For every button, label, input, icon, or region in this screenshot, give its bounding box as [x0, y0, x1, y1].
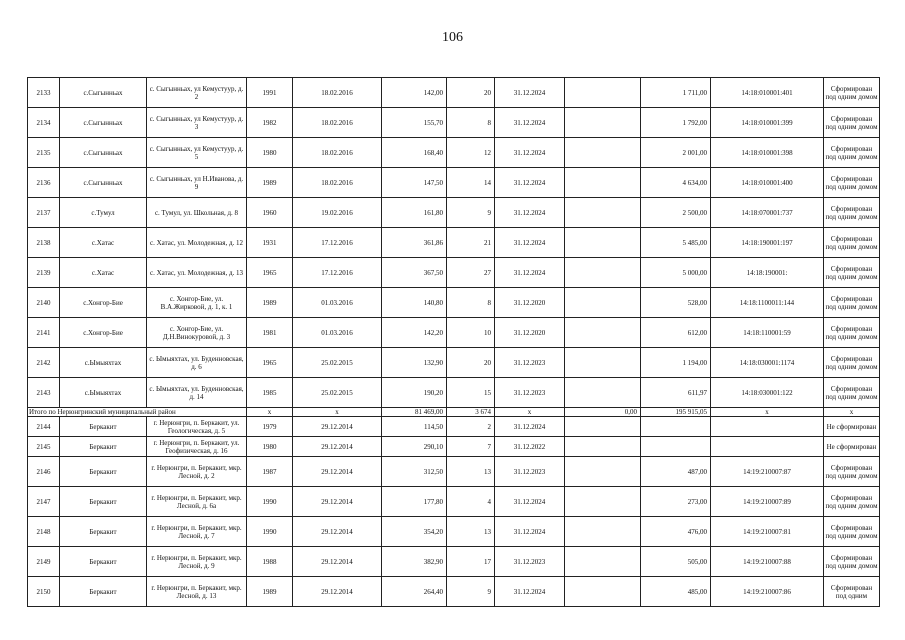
subtotal-sum: 195 915,05: [641, 408, 711, 417]
cell-row-number: 2138: [28, 228, 60, 258]
table-row: [28, 457, 880, 487]
cell-residents: 15: [447, 378, 495, 408]
cell-amount-column: [565, 78, 641, 108]
cell-living-area: 190,20: [382, 378, 447, 408]
cell-land-status: Сформирован под одним домом: [824, 138, 880, 168]
cell-resettlement-deadline: 31.12.2023: [495, 348, 565, 378]
cell-recognition-date: 29.12.2014: [293, 457, 382, 487]
cell-living-area: 155,70: [382, 108, 447, 138]
cell-year-built: 1931: [247, 228, 293, 258]
cell-residents: 12: [447, 138, 495, 168]
cell-residents: 17: [447, 547, 495, 577]
cell-resettlement-deadline: 31.12.2024: [495, 78, 565, 108]
cell-year-built: 1987: [247, 457, 293, 487]
cell-address: с. Ымыяхтах, ул. Буденновская, д. 6: [147, 348, 247, 378]
cell-land-status: Сформирован под одним домом: [824, 168, 880, 198]
cell-cadastral-value: 1 711,00: [641, 78, 711, 108]
cell-cadastral-number: 14:18:190001:197: [711, 228, 824, 258]
cell-row-number: 2136: [28, 168, 60, 198]
subtotal-label: Итого по Нерюнгринский муниципальный район: [28, 408, 247, 417]
cell-resettlement-deadline: 31.12.2024: [495, 108, 565, 138]
cell-year-built: 1990: [247, 517, 293, 547]
cell-land-status: Сформирован под одним: [824, 577, 880, 607]
cell-living-area: 142,00: [382, 78, 447, 108]
cell-recognition-date: 29.12.2014: [293, 547, 382, 577]
cell-row-number: 2150: [28, 577, 60, 607]
table-row: [28, 487, 880, 517]
cell-address: с. Хонгор-Бие, ул. Д.Н.Винокуровой, д. 3: [147, 318, 247, 348]
cell-amount-column: [565, 288, 641, 318]
subtotal-row: [28, 408, 880, 417]
cell-settlement: с.Хонгор-Бие: [60, 288, 147, 318]
table-row: [28, 318, 880, 348]
cell-residents: 8: [447, 288, 495, 318]
cell-resettlement-deadline: 31.12.2020: [495, 318, 565, 348]
cell-resettlement-deadline: 31.12.2024: [495, 138, 565, 168]
cell-address: г. Нерюнгри, п. Беркакит, мкр. Лесной, д. 7: [147, 517, 247, 547]
cell-land-status: Сформирован под одним домом: [824, 228, 880, 258]
cell-land-status: Сформирован под одним домом: [824, 288, 880, 318]
cell-land-status: Сформирован под одним домом: [824, 457, 880, 487]
cell-cadastral-number: 14:18:190001:: [711, 258, 824, 288]
cell-residents: 13: [447, 457, 495, 487]
cell-year-built: 1980: [247, 138, 293, 168]
cell-cadastral-value: 1 792,00: [641, 108, 711, 138]
cell-year-built: 1960: [247, 198, 293, 228]
cell-amount-column: [565, 577, 641, 607]
cell-land-status: Сформирован под одним домом: [824, 258, 880, 288]
cell-recognition-date: 17.12.2016: [293, 258, 382, 288]
table-row: [28, 228, 880, 258]
cell-living-area: 177,80: [382, 487, 447, 517]
cell-address: с. Сыгынньах, ул Кемустуур, д. 3: [147, 108, 247, 138]
table-row: [28, 577, 880, 607]
cell-recognition-date: 19.02.2016: [293, 198, 382, 228]
cell-cadastral-number: 14:18:010001:400: [711, 168, 824, 198]
cell-row-number: 2137: [28, 198, 60, 228]
cell-residents: 20: [447, 348, 495, 378]
table-row: [28, 138, 880, 168]
cell-resettlement-deadline: 31.12.2024: [495, 417, 565, 437]
cell-living-area: 312,50: [382, 457, 447, 487]
table-row: [28, 78, 880, 108]
cell-settlement: с.Сыгынньах: [60, 108, 147, 138]
cell-recognition-date: 25.02.2015: [293, 348, 382, 378]
cell-cadastral-value: 487,00: [641, 457, 711, 487]
cell-living-area: 361,86: [382, 228, 447, 258]
cell-row-number: 2134: [28, 108, 60, 138]
table-row: [28, 168, 880, 198]
cell-year-built: 1990: [247, 487, 293, 517]
cell-year-built: 1988: [247, 547, 293, 577]
cell-amount-column: [565, 417, 641, 437]
cell-resettlement-deadline: 31.12.2024: [495, 198, 565, 228]
table-row: [28, 378, 880, 408]
cell-address: с. Хонгор-Бие, ул. В.А.Жирковой, д. 1, к. 1: [147, 288, 247, 318]
cell-residents: 9: [447, 577, 495, 607]
cell-settlement: с.Тумул: [60, 198, 147, 228]
cell-residents: 8: [447, 108, 495, 138]
cell-recognition-date: 01.03.2016: [293, 288, 382, 318]
cell-resettlement-deadline: 31.12.2023: [495, 378, 565, 408]
cell-cadastral-value: 612,00: [641, 318, 711, 348]
cell-living-area: 114,50: [382, 417, 447, 437]
cell-row-number: 2148: [28, 517, 60, 547]
cell-row-number: 2135: [28, 138, 60, 168]
cell-amount-column: [565, 168, 641, 198]
cell-settlement: с.Хатас: [60, 228, 147, 258]
cell-cadastral-value: 5 000,00: [641, 258, 711, 288]
cell-address: с. Хатас, ул. Молодежная, д. 13: [147, 258, 247, 288]
cell-resettlement-deadline: 31.12.2020: [495, 288, 565, 318]
cell-resettlement-deadline: 31.12.2024: [495, 168, 565, 198]
cell-address: г. Нерюнгри, п. Беркакит, мкр. Лесной, д. 13: [147, 577, 247, 607]
cell-row-number: 2139: [28, 258, 60, 288]
cell-settlement: с.Ымыяхтах: [60, 348, 147, 378]
cell-land-status: Сформирован под одним домом: [824, 487, 880, 517]
cell-living-area: 132,90: [382, 348, 447, 378]
cell-cadastral-value: 476,00: [641, 517, 711, 547]
cell-row-number: 2140: [28, 288, 60, 318]
cell-land-status: Сформирован под одним домом: [824, 517, 880, 547]
cell-residents: 21: [447, 228, 495, 258]
cell-amount-column: [565, 437, 641, 457]
cell-residents: 10: [447, 318, 495, 348]
table-row: [28, 108, 880, 138]
cell-address: г. Нерюнгри, п. Беркакит, мкр. Лесной, д. 2: [147, 457, 247, 487]
cell-cadastral-value: 1 194,00: [641, 348, 711, 378]
page-number: 106: [442, 30, 463, 45]
cell-recognition-date: 18.02.2016: [293, 138, 382, 168]
cell-settlement: Беркакит: [60, 437, 147, 457]
cell-address: с. Сыгынньах, ул Н.Иванова, д. 9: [147, 168, 247, 198]
cell-cadastral-number: 14:18:010001:401: [711, 78, 824, 108]
cell-address: г. Нерюнгри, п. Беркакит, мкр. Лесной, д. 9: [147, 547, 247, 577]
subtotal-deadline: x: [495, 408, 565, 417]
subtotal-date: x: [293, 408, 382, 417]
cell-settlement: Беркакит: [60, 517, 147, 547]
cell-year-built: 1989: [247, 288, 293, 318]
cell-recognition-date: 29.12.2014: [293, 577, 382, 607]
cell-residents: 14: [447, 168, 495, 198]
cell-cadastral-value: 5 485,00: [641, 228, 711, 258]
cell-amount-column: [565, 487, 641, 517]
cell-land-status: Сформирован под одним домом: [824, 108, 880, 138]
cell-cadastral-number: 14:19:210007:87: [711, 457, 824, 487]
table-row: [28, 517, 880, 547]
cell-address: г. Нерюнгри, п. Беркакит, ул. Геофизическая, д. 16: [147, 437, 247, 457]
cell-cadastral-value: 505,00: [641, 547, 711, 577]
cell-address: с. Сыгынньах, ул Кемустуур, д. 5: [147, 138, 247, 168]
cell-cadastral-number: 14:18:070001:737: [711, 198, 824, 228]
cell-resettlement-deadline: 31.12.2024: [495, 228, 565, 258]
cell-recognition-date: 18.02.2016: [293, 78, 382, 108]
cell-recognition-date: 29.12.2014: [293, 437, 382, 457]
cell-living-area: 161,80: [382, 198, 447, 228]
cell-year-built: 1965: [247, 348, 293, 378]
cell-amount-column: [565, 547, 641, 577]
table-row: [28, 348, 880, 378]
cell-amount-column: [565, 138, 641, 168]
cell-year-built: 1991: [247, 78, 293, 108]
cell-amount-column: [565, 258, 641, 288]
cell-residents: 4: [447, 487, 495, 517]
cell-residents: 7: [447, 437, 495, 457]
cell-land-status: Не сформирован: [824, 417, 880, 437]
cell-residents: 2: [447, 417, 495, 437]
cell-amount-column: [565, 517, 641, 547]
cell-amount-column: [565, 198, 641, 228]
cell-cadastral-value: 485,00: [641, 577, 711, 607]
cell-land-status: Сформирован под одним домом: [824, 378, 880, 408]
cell-address: с. Ымыяхтах, ул. Буденновская, д. 14: [147, 378, 247, 408]
cell-recognition-date: 29.12.2014: [293, 517, 382, 547]
cell-settlement: Беркакит: [60, 417, 147, 437]
cell-cadastral-number: 14:19:210007:81: [711, 517, 824, 547]
table-row: [28, 198, 880, 228]
cell-year-built: 1982: [247, 108, 293, 138]
cell-resettlement-deadline: 31.12.2023: [495, 457, 565, 487]
cell-resettlement-deadline: 31.12.2022: [495, 437, 565, 457]
cell-living-area: 382,90: [382, 547, 447, 577]
cell-row-number: 2146: [28, 457, 60, 487]
subtotal-area: 81 469,00: [382, 408, 447, 417]
cell-living-area: 168,40: [382, 138, 447, 168]
table-row: [28, 288, 880, 318]
cell-cadastral-value: 2 500,00: [641, 198, 711, 228]
cell-row-number: 2133: [28, 78, 60, 108]
cell-living-area: 290,10: [382, 437, 447, 457]
table-row: [28, 547, 880, 577]
cell-recognition-date: 29.12.2014: [293, 417, 382, 437]
cell-cadastral-number: 14:18:1100011:144: [711, 288, 824, 318]
cell-resettlement-deadline: 31.12.2024: [495, 577, 565, 607]
cell-land-status: Сформирован под одним домом: [824, 78, 880, 108]
cell-recognition-date: 17.12.2016: [293, 228, 382, 258]
cell-cadastral-value: 4 634,00: [641, 168, 711, 198]
cell-address: г. Нерюнгри, п. Беркакит, ул. Геологическая, д. 5: [147, 417, 247, 437]
cell-residents: 20: [447, 78, 495, 108]
cell-amount-column: [565, 318, 641, 348]
cell-address: с. Сыгынньах, ул Кемустуур, д. 2: [147, 78, 247, 108]
cell-settlement: с.Сыгынньах: [60, 168, 147, 198]
cell-residents: 27: [447, 258, 495, 288]
cell-cadastral-value: 2 001,00: [641, 138, 711, 168]
cell-cadastral-value: [641, 417, 711, 437]
cell-resettlement-deadline: 31.12.2024: [495, 487, 565, 517]
cell-cadastral-number: 14:18:010001:398: [711, 138, 824, 168]
cell-living-area: 354,20: [382, 517, 447, 547]
cell-row-number: 2144: [28, 417, 60, 437]
cell-land-status: Сформирован под одним домом: [824, 318, 880, 348]
subtotal-c9: 0,00: [565, 408, 641, 417]
subtotal-year: x: [247, 408, 293, 417]
cell-year-built: 1985: [247, 378, 293, 408]
cell-cadastral-number: 14:19:210007:88: [711, 547, 824, 577]
cell-cadastral-number: [711, 437, 824, 457]
cell-cadastral-value: 528,00: [641, 288, 711, 318]
cell-settlement: Беркакит: [60, 577, 147, 607]
cell-residents: 9: [447, 198, 495, 228]
cell-row-number: 2147: [28, 487, 60, 517]
cell-settlement: Беркакит: [60, 547, 147, 577]
cell-living-area: 367,50: [382, 258, 447, 288]
cell-cadastral-number: [711, 417, 824, 437]
cell-living-area: 142,20: [382, 318, 447, 348]
cell-cadastral-number: 14:18:030001:1174: [711, 348, 824, 378]
cell-address: г. Нерюнгри, п. Беркакит, мкр. Лесной, д. 6а: [147, 487, 247, 517]
cell-resettlement-deadline: 31.12.2024: [495, 258, 565, 288]
cell-cadastral-number: 14:18:010001:399: [711, 108, 824, 138]
cell-living-area: 264,40: [382, 577, 447, 607]
cell-recognition-date: 29.12.2014: [293, 487, 382, 517]
cell-land-status: Сформирован под одним домом: [824, 547, 880, 577]
cell-cadastral-number: 14:18:030001:122: [711, 378, 824, 408]
cell-settlement: с.Ымыяхтах: [60, 378, 147, 408]
subtotal-cad: x: [711, 408, 824, 417]
cell-settlement: с.Хонгор-Бие: [60, 318, 147, 348]
cell-address: с. Тумул, ул. Школьная, д. 8: [147, 198, 247, 228]
cell-land-status: Не сформирован: [824, 437, 880, 457]
cell-settlement: Беркакит: [60, 487, 147, 517]
cell-resettlement-deadline: 31.12.2023: [495, 547, 565, 577]
cell-settlement: с.Сыгынньах: [60, 78, 147, 108]
cell-cadastral-value: 273,00: [641, 487, 711, 517]
cell-settlement: с.Сыгынньах: [60, 138, 147, 168]
cell-recognition-date: 18.02.2016: [293, 168, 382, 198]
cell-year-built: 1965: [247, 258, 293, 288]
cell-row-number: 2149: [28, 547, 60, 577]
cell-address: с. Хатас, ул. Молодежная, д. 12: [147, 228, 247, 258]
table-row: [28, 437, 880, 457]
cell-amount-column: [565, 228, 641, 258]
cell-year-built: 1981: [247, 318, 293, 348]
cell-settlement: Беркакит: [60, 457, 147, 487]
cell-settlement: с.Хатас: [60, 258, 147, 288]
subtotal-people: 3 674: [447, 408, 495, 417]
cell-amount-column: [565, 348, 641, 378]
cell-year-built: 1980: [247, 437, 293, 457]
cell-cadastral-value: [641, 437, 711, 457]
subtotal-status: x: [824, 408, 880, 417]
cell-cadastral-number: 14:19:210007:86: [711, 577, 824, 607]
cell-year-built: 1989: [247, 168, 293, 198]
cell-resettlement-deadline: 31.12.2024: [495, 517, 565, 547]
cell-land-status: Сформирован под одним домом: [824, 348, 880, 378]
cell-land-status: Сформирован под одним домом: [824, 198, 880, 228]
cell-cadastral-number: 14:19:210007:89: [711, 487, 824, 517]
cell-amount-column: [565, 108, 641, 138]
housing-register-table: [27, 77, 880, 607]
table-row: [28, 258, 880, 288]
cell-cadastral-value: 611,97: [641, 378, 711, 408]
cell-recognition-date: 18.02.2016: [293, 108, 382, 138]
cell-year-built: 1979: [247, 417, 293, 437]
cell-recognition-date: 01.03.2016: [293, 318, 382, 348]
cell-residents: 13: [447, 517, 495, 547]
cell-cadastral-number: 14:18:110001:59: [711, 318, 824, 348]
table-row: [28, 417, 880, 437]
cell-year-built: 1989: [247, 577, 293, 607]
cell-amount-column: [565, 378, 641, 408]
cell-row-number: 2142: [28, 348, 60, 378]
cell-row-number: 2141: [28, 318, 60, 348]
cell-row-number: 2145: [28, 437, 60, 457]
cell-living-area: 140,80: [382, 288, 447, 318]
cell-living-area: 147,50: [382, 168, 447, 198]
cell-amount-column: [565, 457, 641, 487]
cell-recognition-date: 25.02.2015: [293, 378, 382, 408]
cell-row-number: 2143: [28, 378, 60, 408]
